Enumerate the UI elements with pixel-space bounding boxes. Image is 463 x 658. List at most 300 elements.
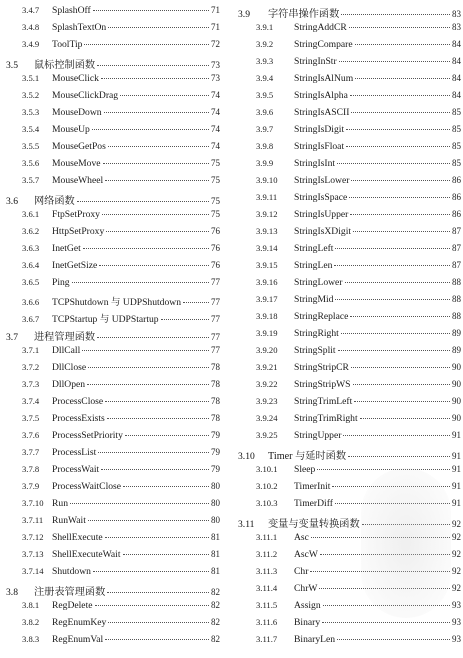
toc-entry-title: MouseWheel	[52, 175, 104, 186]
toc-entry-title: ProcessSetPriority	[52, 430, 123, 441]
toc-page-number: 85	[452, 158, 461, 168]
toc-entry-number: 3.6.7	[22, 314, 40, 324]
toc-entry-number: 3.6.2	[22, 226, 40, 236]
toc-entry-number: 3.7.13	[22, 549, 44, 559]
toc-entry[interactable]	[0, 141, 231, 155]
toc-page-number: 86	[452, 209, 461, 219]
toc-entry[interactable]	[0, 464, 231, 478]
toc-section-entry[interactable]	[232, 515, 463, 529]
toc-entry[interactable]	[232, 379, 463, 393]
toc-entry-number: 3.7.11	[22, 515, 44, 525]
toc-entry-number: 3.9.4	[256, 73, 274, 83]
toc-entry[interactable]	[232, 532, 463, 546]
toc-entry-title: ProcessList	[52, 447, 97, 458]
toc-entry[interactable]	[232, 158, 463, 172]
toc-entry-number: 3.5.7	[22, 175, 40, 185]
toc-dot-leader	[351, 367, 450, 368]
toc-dot-leader	[104, 112, 209, 113]
toc-entry-number: 3.11.2	[256, 549, 278, 559]
toc-entry[interactable]	[232, 396, 463, 410]
toc-entry[interactable]	[0, 430, 231, 444]
toc-entry[interactable]	[0, 243, 231, 257]
toc-entry[interactable]	[232, 294, 463, 308]
toc-entry[interactable]	[0, 345, 231, 359]
toc-entry-title: StringMid	[294, 294, 334, 305]
toc-dot-leader	[348, 456, 450, 457]
toc-entry-number: 3.10.1	[256, 464, 278, 474]
toc-page-number: 90	[452, 396, 461, 406]
toc-entry-number: 3.7.5	[22, 413, 40, 423]
toc-page-number: 86	[452, 175, 461, 185]
toc-page-number: 76	[211, 226, 220, 236]
toc-entry-number: 3.6.4	[22, 260, 40, 270]
toc-dot-leader	[101, 469, 209, 470]
toc-entry-number: 3.9.16	[256, 277, 278, 287]
toc-entry-number: 3.9.12	[256, 209, 278, 219]
toc-entry-title: ProcessClose	[52, 396, 104, 407]
toc-page-number: 75	[211, 209, 220, 219]
toc-entry-title: 字符串操作函数	[268, 9, 340, 20]
toc-entry-title: ShellExecuteWait	[52, 549, 121, 560]
toc-entry[interactable]	[0, 481, 231, 495]
toc-entry[interactable]	[0, 396, 231, 410]
toc-entry-number: 3.7.8	[22, 464, 40, 474]
toc-dot-leader	[123, 554, 210, 555]
toc-entry[interactable]	[232, 498, 463, 512]
toc-entry-title: StringIsUpper	[294, 209, 349, 220]
toc-entry-title: TimerDiff	[294, 498, 333, 509]
toc-entry-title: TCPShutdown 与 UDPShutdown	[52, 297, 182, 308]
toc-entry-number: 3.9.23	[256, 396, 278, 406]
toc-dot-leader	[350, 316, 450, 317]
toc-entry[interactable]	[232, 22, 463, 36]
toc-entry-title: Shutdown	[52, 566, 91, 577]
toc-dot-leader	[105, 180, 209, 181]
toc-entry[interactable]	[232, 634, 463, 648]
toc-entry[interactable]	[0, 600, 231, 614]
toc-page-number: 90	[452, 379, 461, 389]
toc-entry[interactable]	[232, 124, 463, 138]
toc-section-entry[interactable]	[0, 56, 231, 70]
toc-dot-leader	[353, 384, 450, 385]
toc-entry-title: MouseMove	[52, 158, 101, 169]
toc-entry[interactable]	[0, 175, 231, 189]
toc-entry-title: StringRight	[294, 328, 339, 339]
toc-entry[interactable]	[232, 345, 463, 359]
toc-entry[interactable]	[232, 90, 463, 104]
toc-entry[interactable]	[0, 566, 231, 580]
toc-page-number: 82	[211, 587, 220, 597]
toc-entry[interactable]	[232, 73, 463, 87]
toc-entry-title: StringLower	[294, 277, 343, 288]
toc-section-entry[interactable]	[0, 192, 231, 206]
toc-entry[interactable]	[0, 158, 231, 172]
toc-dot-leader	[311, 537, 450, 538]
toc-entry-title: TCPStartup 与 UDPStartup	[52, 314, 159, 325]
toc-entry-number: 3.11	[238, 519, 255, 530]
toc-entry-title: StringIsASCII	[294, 107, 350, 118]
toc-dot-leader	[345, 282, 451, 283]
toc-entry-number: 3.5.4	[22, 124, 40, 134]
toc-entry[interactable]	[0, 22, 231, 36]
toc-page-number: 77	[211, 345, 220, 355]
toc-entry[interactable]	[232, 413, 463, 427]
toc-entry-number: 3.7.4	[22, 396, 40, 406]
toc-page-number: 93	[452, 617, 461, 627]
toc-entry[interactable]	[0, 311, 231, 325]
toc-entry-number: 3.11.5	[256, 600, 278, 610]
toc-entry-number: 3.7.3	[22, 379, 40, 389]
toc-entry[interactable]	[232, 192, 463, 206]
toc-entry[interactable]	[0, 294, 231, 308]
toc-dot-leader	[350, 214, 450, 215]
toc-entry[interactable]	[232, 481, 463, 495]
toc-entry-number: 3.9.11	[256, 192, 278, 202]
toc-page-number: 77	[211, 297, 220, 307]
toc-entry-number: 3.10	[238, 451, 255, 462]
toc-page-number: 85	[452, 141, 461, 151]
toc-page-number: 77	[211, 314, 220, 324]
toc-page-number: 91	[452, 498, 461, 508]
toc-page-number: 72	[211, 39, 220, 49]
toc-entry[interactable]	[0, 73, 231, 87]
toc-dot-leader	[161, 319, 209, 320]
toc-page-number: 92	[452, 532, 461, 542]
toc-dot-leader	[87, 384, 209, 385]
toc-entry[interactable]	[0, 549, 231, 563]
toc-page-number: 73	[211, 73, 220, 83]
toc-entry-title: AscW	[294, 549, 318, 560]
toc-entry-number: 3.7.10	[22, 498, 44, 508]
toc-page-number: 77	[211, 332, 220, 342]
toc-page-number: 74	[211, 90, 220, 100]
toc-entry[interactable]	[232, 583, 463, 597]
toc-dot-leader	[93, 10, 209, 11]
toc-dot-leader	[349, 197, 450, 198]
toc-dot-leader	[120, 95, 209, 96]
toc-entry-title: Run	[52, 498, 68, 509]
toc-entry[interactable]	[232, 600, 463, 614]
toc-page-number: 79	[211, 430, 220, 440]
toc-entry-title: 鼠标控制函数	[34, 60, 96, 71]
toc-dot-leader	[92, 129, 209, 130]
toc-entry-title: InetGetSize	[52, 260, 98, 271]
toc-dot-leader	[351, 112, 450, 113]
toc-dot-leader	[332, 486, 450, 487]
toc-entry-number: 3.5.3	[22, 107, 40, 117]
toc-page-number: 81	[211, 566, 220, 576]
toc-entry-title: StringInStr	[294, 56, 337, 67]
toc-page-number: 92	[452, 566, 461, 576]
toc-dot-leader	[72, 282, 209, 283]
toc-entry[interactable]	[0, 362, 231, 376]
toc-dot-leader	[341, 14, 450, 15]
toc-entry[interactable]	[232, 311, 463, 325]
toc-entry-number: 3.6.6	[22, 297, 40, 307]
toc-entry-title: Ping	[52, 277, 70, 288]
toc-entry-number: 3.9.8	[256, 141, 274, 151]
toc-entry-number: 3.7.7	[22, 447, 40, 457]
toc-entry[interactable]	[0, 39, 231, 53]
toc-entry-number: 3.5.2	[22, 90, 40, 100]
toc-entry-number: 3.11.7	[256, 634, 278, 644]
toc-entry-number: 3.9.22	[256, 379, 278, 389]
toc-page-number: 80	[211, 498, 220, 508]
toc-dot-leader	[354, 401, 450, 402]
toc-page-number: 92	[452, 519, 461, 529]
toc-dot-leader	[335, 248, 450, 249]
toc-dot-leader	[83, 248, 209, 249]
toc-page-number: 90	[452, 362, 461, 372]
toc-page-number: 84	[452, 73, 461, 83]
toc-page-number: 74	[211, 141, 220, 151]
toc-entry[interactable]	[232, 243, 463, 257]
toc-page-number: 92	[452, 583, 461, 593]
toc-page-number: 77	[211, 277, 220, 287]
toc-entry-number: 3.5	[6, 60, 18, 71]
toc-page-number: 76	[211, 243, 220, 253]
toc-entry-title: MouseClickDrag	[52, 90, 119, 101]
toc-entry-number: 3.6.3	[22, 243, 40, 253]
toc-entry-title: StringIsAlpha	[294, 90, 348, 101]
toc-entry-number: 3.4.8	[22, 22, 40, 32]
toc-entry-number: 3.11.1	[256, 532, 278, 542]
toc-entry[interactable]	[232, 260, 463, 274]
toc-dot-leader	[103, 163, 210, 164]
toc-entry-title: StringTrimLeft	[294, 396, 353, 407]
toc-dot-leader	[317, 469, 450, 470]
toc-entry-title: Sleep	[294, 464, 316, 475]
toc-page-number: 91	[452, 451, 461, 461]
toc-dot-leader	[183, 302, 209, 303]
toc-entry-number: 3.4.7	[22, 5, 40, 15]
toc-entry-title: Chr	[294, 566, 309, 577]
toc-page-number: 91	[452, 481, 461, 491]
toc-dot-leader	[346, 129, 450, 130]
toc-entry-title: StringIsLower	[294, 175, 350, 186]
toc-entry-number: 3.9.20	[256, 345, 278, 355]
toc-page-number: 84	[452, 90, 461, 100]
toc-section-entry[interactable]	[232, 447, 463, 461]
toc-entry-title: DllCall	[52, 345, 81, 356]
toc-entry[interactable]	[0, 498, 231, 512]
toc-entry-number: 3.7.12	[22, 532, 44, 542]
toc-page-number: 88	[452, 294, 461, 304]
toc-entry[interactable]	[0, 124, 231, 138]
toc-entry-title: StringTrimRight	[294, 413, 358, 424]
toc-entry-number: 3.9.2	[256, 39, 274, 49]
toc-entry-number: 3.9.7	[256, 124, 274, 134]
toc-entry-title: HttpSetProxy	[52, 226, 105, 237]
toc-page-number: 78	[211, 413, 220, 423]
toc-entry[interactable]	[232, 328, 463, 342]
toc-entry-number: 3.6	[6, 196, 18, 207]
toc-entry-title: RegEnumKey	[52, 617, 107, 628]
toc-entry[interactable]	[232, 566, 463, 580]
toc-entry-title: StringReplace	[294, 311, 349, 322]
toc-entry[interactable]	[232, 362, 463, 376]
toc-entry-title: DllClose	[52, 362, 87, 373]
toc-dot-leader	[360, 418, 450, 419]
toc-page-number: 79	[211, 447, 220, 457]
toc-entry-title: Assign	[294, 600, 321, 611]
toc-entry[interactable]	[232, 430, 463, 444]
toc-entry-title: RegEnumVal	[52, 634, 104, 645]
toc-entry-title: MouseDown	[52, 107, 102, 118]
toc-entry[interactable]	[0, 634, 231, 648]
toc-entry-title: StringStripCR	[294, 362, 349, 373]
toc-entry-number: 3.7.1	[22, 345, 40, 355]
toc-page-number: 89	[452, 345, 461, 355]
toc-page-number: 82	[211, 617, 220, 627]
toc-entry[interactable]	[0, 209, 231, 223]
toc-entry-number: 3.9.1	[256, 22, 274, 32]
toc-dot-leader	[98, 452, 209, 453]
toc-page-number: 82	[211, 634, 220, 644]
toc-page-number: 76	[211, 260, 220, 270]
toc-page-number: 83	[452, 9, 461, 19]
toc-entry-number: 3.5.6	[22, 158, 40, 168]
toc-entry[interactable]	[232, 107, 463, 121]
toc-dot-leader	[320, 554, 450, 555]
toc-page-number: 80	[211, 481, 220, 491]
toc-entry[interactable]	[0, 413, 231, 427]
toc-dot-leader	[343, 435, 450, 436]
toc-entry-title: StringUpper	[294, 430, 342, 441]
toc-entry-title: SplashTextOn	[52, 22, 107, 33]
toc-entry-number: 3.9.17	[256, 294, 278, 304]
toc-page-number: 84	[452, 39, 461, 49]
toc-entry-number: 3.9.5	[256, 90, 274, 100]
toc-entry-title: 进程管理函数	[34, 332, 96, 343]
toc-entry-title: StringSplit	[294, 345, 336, 356]
toc-entry[interactable]	[0, 90, 231, 104]
toc-entry-title: InetGet	[52, 243, 81, 254]
toc-dot-leader	[353, 231, 450, 232]
toc-entry[interactable]	[0, 277, 231, 291]
toc-entry-number: 3.9.13	[256, 226, 278, 236]
toc-section-entry[interactable]	[0, 583, 231, 597]
toc-dot-leader	[84, 44, 209, 45]
toc-entry-title: ProcessWaitClose	[52, 481, 122, 492]
toc-entry-number: 3.9.15	[256, 260, 278, 270]
toc-page-number: 79	[211, 464, 220, 474]
toc-entry[interactable]	[0, 617, 231, 631]
toc-entry[interactable]	[0, 260, 231, 274]
toc-entry[interactable]	[232, 226, 463, 240]
toc-entry-title: Asc	[294, 532, 309, 543]
toc-entry[interactable]	[232, 56, 463, 70]
toc-entry-number: 3.7.14	[22, 566, 44, 576]
toc-entry-title: ProcessWait	[52, 464, 100, 475]
toc-entry-number: 3.7.6	[22, 430, 40, 440]
toc-dot-leader	[322, 622, 450, 623]
toc-entry[interactable]	[232, 277, 463, 291]
toc-entry-number: 3.6.5	[22, 277, 40, 287]
toc-entry-number: 3.8.2	[22, 617, 40, 627]
toc-dot-leader	[97, 65, 209, 66]
toc-entry-title: StringIsFloat	[294, 141, 345, 152]
toc-dot-leader	[337, 163, 450, 164]
toc-dot-leader	[346, 146, 450, 147]
toc-dot-leader	[334, 265, 450, 266]
toc-page-number: 82	[211, 600, 220, 610]
toc-page-number: 86	[452, 192, 461, 202]
toc-entry-title: StringIsDigit	[294, 124, 345, 135]
toc-entry-number: 3.9.9	[256, 158, 274, 168]
toc-page-number: 83	[452, 22, 461, 32]
toc-entry[interactable]	[0, 532, 231, 546]
toc-page-number: 73	[211, 60, 220, 70]
toc-entry[interactable]	[232, 209, 463, 223]
toc-entry-title: RegDelete	[52, 600, 93, 611]
toc-page-number: 81	[211, 549, 220, 559]
toc-entry-number: 3.9.10	[256, 175, 278, 185]
toc-dot-leader	[97, 337, 209, 338]
toc-dot-leader	[338, 350, 450, 351]
toc-entry[interactable]	[232, 549, 463, 563]
toc-page-number: 78	[211, 379, 220, 389]
toc-entry[interactable]	[232, 617, 463, 631]
toc-entry-number: 3.8	[6, 587, 18, 598]
toc-dot-leader	[125, 435, 209, 436]
toc-page-number: 87	[452, 243, 461, 253]
toc-entry-number: 3.9.25	[256, 430, 278, 440]
toc-entry[interactable]	[232, 141, 463, 155]
toc-dot-leader	[341, 333, 450, 334]
toc-dot-leader	[107, 592, 209, 593]
toc-dot-leader	[349, 27, 450, 28]
toc-dot-leader	[77, 201, 209, 202]
toc-entry-title: StringIsInt	[294, 158, 336, 169]
toc-page-number: 80	[211, 515, 220, 525]
toc-entry[interactable]	[232, 464, 463, 478]
toc-entry[interactable]	[232, 175, 463, 189]
toc-page-number: 87	[452, 260, 461, 270]
toc-entry-number: 3.5.1	[22, 73, 40, 83]
toc-entry-number: 3.10.3	[256, 498, 278, 508]
toc-entry-title: Timer 与延时函数	[268, 451, 347, 462]
toc-entry[interactable]	[0, 447, 231, 461]
toc-entry-number: 3.7	[6, 332, 18, 343]
toc-page-number: 74	[211, 124, 220, 134]
toc-entry[interactable]	[0, 5, 231, 19]
toc-entry[interactable]	[0, 107, 231, 121]
toc-section-entry[interactable]	[232, 5, 463, 19]
toc-dot-leader	[108, 27, 209, 28]
toc-dot-leader	[70, 503, 209, 504]
toc-entry[interactable]	[0, 515, 231, 529]
toc-entry-number: 3.8.1	[22, 600, 40, 610]
toc-dot-leader	[323, 605, 450, 606]
toc-dot-leader	[105, 537, 209, 538]
toc-entry[interactable]	[0, 379, 231, 393]
toc-entry-number: 3.9.18	[256, 311, 278, 321]
toc-entry[interactable]	[0, 226, 231, 240]
toc-dot-leader	[82, 350, 209, 351]
toc-entry[interactable]	[232, 39, 463, 53]
toc-dot-leader	[337, 639, 450, 640]
toc-entry-title: TimerInit	[294, 481, 331, 492]
toc-dot-leader	[351, 180, 450, 181]
toc-dot-leader	[319, 588, 450, 589]
toc-dot-leader	[106, 231, 209, 232]
toc-section-entry[interactable]	[0, 328, 231, 342]
toc-dot-leader	[350, 95, 450, 96]
toc-dot-leader	[95, 605, 210, 606]
toc-entry-number: 3.6.1	[22, 209, 40, 219]
toc-page-number: 85	[452, 124, 461, 134]
